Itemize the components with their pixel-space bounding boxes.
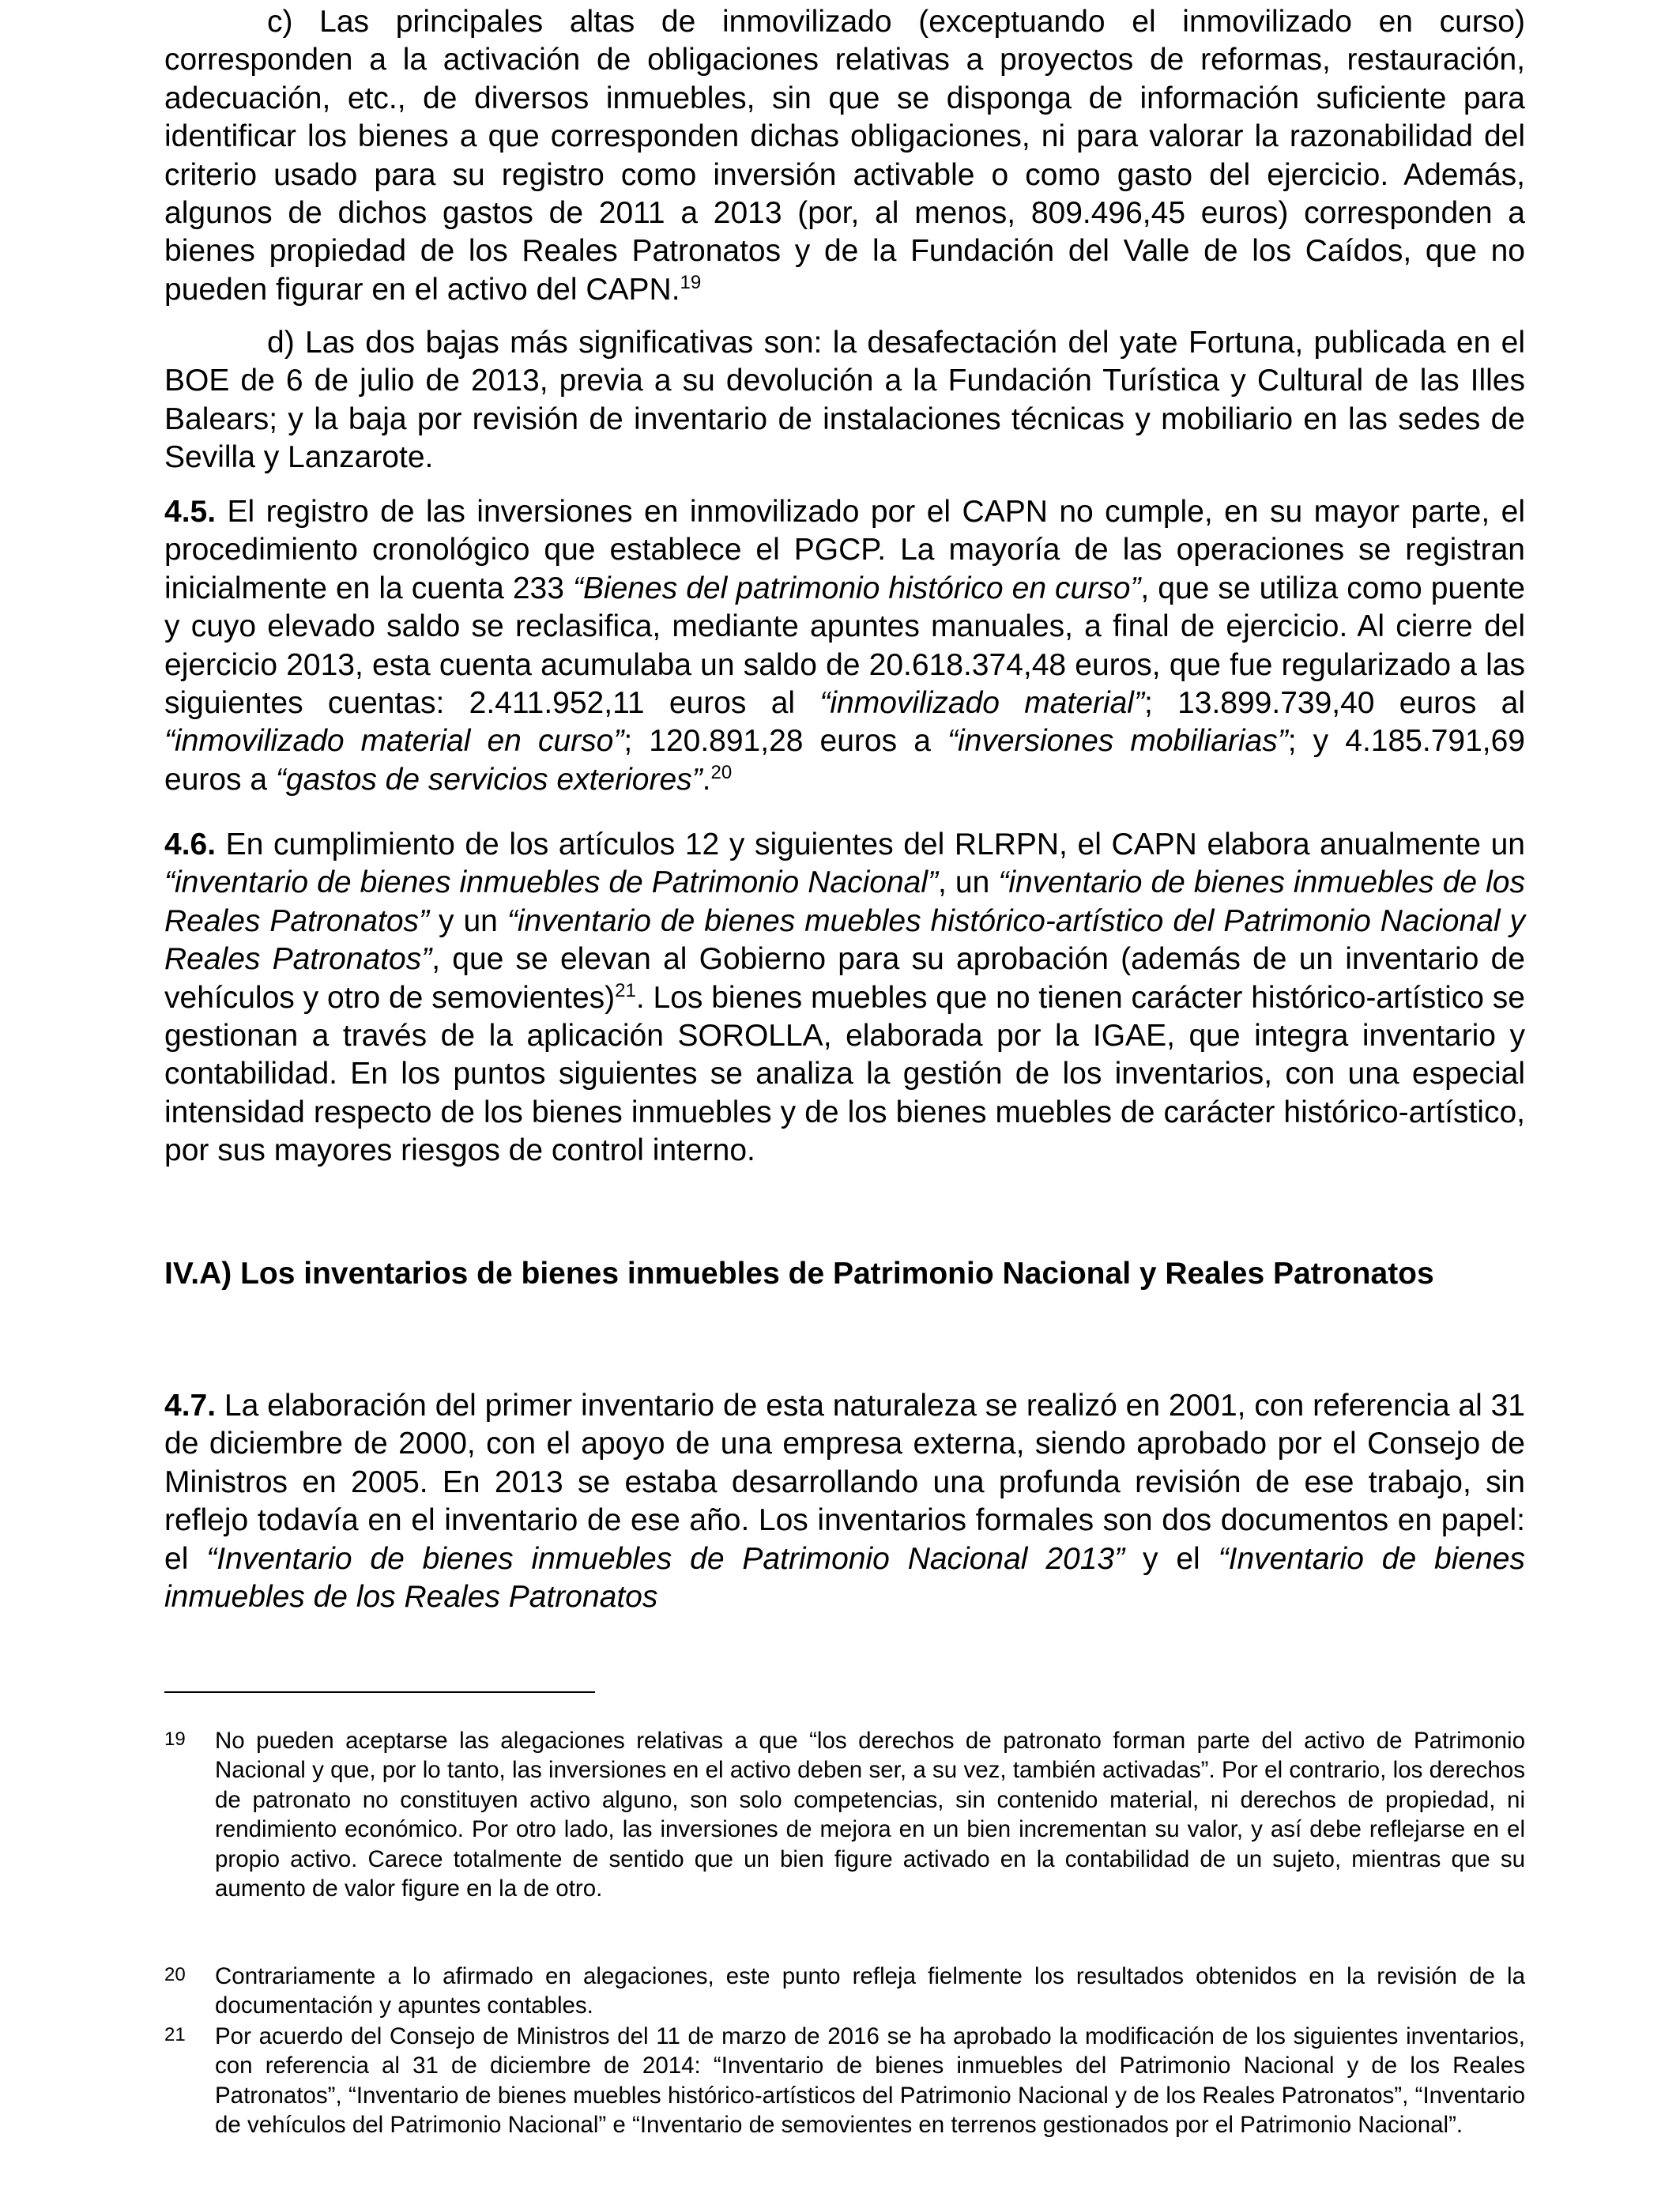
paragraph-text: El registro de las inversiones en inmovilizado por el CAPN no cumple, en su mayor parte, el procedimiento cronológico que establece el PGCP. La mayoría de las operaciones se registran inicialmente en la cuenta 233 — [164, 495, 1525, 605]
paragraph-text: En cumplimiento de los artículos 12 y siguientes del RLRPN, el CAPN elabora anualmente un — [216, 827, 1525, 861]
paragraph-text: , que se utiliza como puente y cuyo elevado saldo se reclasifica, mediante apuntes manuales, a final de ejercicio. Al cierre del ejercicio 2013, esta cuenta acumulaba un saldo de 20.618.374,48 euros, que fue regularizado a las siguientes cuentas: 2.411.952,11 euros al — [164, 571, 1525, 721]
footnote-ref-19[interactable]: 19 — [680, 271, 702, 293]
quoted-term: “inversiones mobiliarias” — [947, 724, 1288, 759]
paragraph-4-6 — [164, 826, 1525, 1171]
footnote-mark: 20 — [164, 1964, 186, 1985]
quoted-term: “Inventario de bienes inmuebles de los Reales Patronatos — [164, 1541, 1525, 1615]
paragraph-4-7 — [164, 1387, 1525, 1616]
quoted-term: “inventario de bienes inmuebles de Patrimonio Nacional” — [164, 865, 939, 900]
section-heading: IV.A) Los inventarios de bienes inmuebles de Patrimonio Nacional y Reales Patronatos — [164, 1257, 1434, 1291]
footnote-text: No pueden aceptarse las alegaciones relativas a que “los derechos de patronato forman parte del activo de Patrimonio Nacional y que, por lo tanto, las inversiones en el activo deben ser, a su vez, también activadas”. Por el contrario, los derechos de patronato no constituyen activo alguno, son solo competencias, sin contenido material, ni derechos de propiedad, ni rendimiento económico. Por otro lado, las inversiones de mejora en un bien incrementan su valor, y así debe reflejarse en el propio activo. Carece totalmente de sentido que un bien figure activado en la contabilidad de un sujeto, mientras que su aumento de valor figure en la de otro. — [215, 1728, 1525, 1902]
quoted-term: “Inventario de bienes inmuebles de Patrimonio Nacional 2013” — [206, 1541, 1125, 1576]
paragraph-text: La elaboración del primer inventario de esta naturaleza se realizó en 2001, con referencia al 31 de diciembre de 2000, con el apoyo de una empresa externa, siendo aprobado por el Consejo de Ministros en 2005. En 2013 se estaba desarrollando una profunda revisión de ese trabajo, sin reflejo todavía en el inventario de ese año. Los inventarios formales son dos documentos en papel: el — [164, 1389, 1525, 1576]
quoted-term: “inmovilizado material” — [819, 686, 1144, 721]
paragraph-text: , un — [938, 865, 999, 900]
paragraph-text: ; 120.891,28 euros a — [623, 724, 947, 759]
footnote-text: Contrariamente a lo afirmado en alegaciones, este punto refleja fielmente los resultados obtenidos en la revisión de la documentación y apuntes contables. — [215, 1963, 1525, 2019]
paragraph-d-text: d) Las dos bajas más significativas son: la desafectación del yate Fortuna, publicada en el BOE de 6 de julio de 2013, previa a su devolución a la Fundación Turística y Cultural de las Illes Balears; y la baja por revisión de inventario de instalaciones técnicas y mobiliario en las sedes de Sevilla y Lanzarote. — [164, 326, 1525, 475]
quoted-term: “inventario de bienes muebles histórico-artístico del Patrimonio Nacional y Reales Patronatos” — [164, 903, 1525, 977]
paragraph-number: 4.5. — [164, 495, 217, 529]
paragraph-d — [164, 324, 1525, 477]
paragraph-4-5 — [164, 493, 1525, 799]
paragraph-c-text: c) Las principales altas de inmovilizado (exceptuando el inmovilizado en curso) corresponden a la activación de obligaciones relativas a proyectos de reformas, restauración, adecuación, etc., de diversos inmuebles, sin que se disponga de información suficiente para identificar los bienes a que corresponden dichas obligaciones, ni para valorar la razonabilidad del criterio usado para su registro como inversión activable o como gasto del ejercicio. Además, algunos de dichos gastos de 2011 a 2013 (por, al menos, 809.496,45 euros) corresponden a bienes propiedad de los Reales Patronatos y de la Fundación del Valle de los Caídos, que no pueden figurar en el activo del CAPN. — [164, 5, 1525, 307]
paragraph-text: ; y 4.185.791,69 euros a — [164, 724, 1525, 797]
quoted-term: “inmovilizado material en curso” — [164, 724, 624, 759]
paragraph-text: , que se elevan al Gobierno para su aprobación (además de un inventario de vehículos y otro de semovientes) — [164, 942, 1525, 1015]
quoted-term: “gastos de servicios exteriores” — [275, 762, 703, 797]
footnote-ref-20[interactable]: 20 — [710, 761, 733, 783]
paragraph-text: . — [702, 762, 711, 797]
paragraph-text: . Los bienes muebles que no tienen carácter histórico-artístico se gestionan a través de la aplicación SOROLLA, elaborada por la IGAE, que integra inventario y contabilidad. En los puntos siguientes se analiza la gestión de los inventarios, con una especial intensidad respecto de los bienes inmuebles y de los bienes muebles de carácter histórico-artístico, por sus mayores riesgos de control interno. — [164, 980, 1525, 1168]
footnote-separator — [164, 1691, 595, 1693]
footnote-19 — [164, 1726, 1525, 1903]
footnote-21 — [164, 2022, 1525, 2140]
paragraph-number: 4.6. — [164, 827, 217, 861]
footnote-ref-21[interactable]: 21 — [615, 979, 636, 1001]
paragraph-text: ; 13.899.739,40 euros al — [1143, 686, 1525, 721]
paragraph-text: y un — [429, 903, 507, 938]
quoted-term: “inventario de bienes inmuebles de los Reales Patronatos” — [164, 865, 1525, 938]
paragraph-number: 4.7. — [164, 1389, 217, 1423]
paragraph-text: y el — [1124, 1541, 1219, 1576]
footnote-text: Por acuerdo del Consejo de Ministros del 11 de marzo de 2016 se ha aprobado la modificación de los siguientes inventarios, con referencia al 31 de diciembre de 2014: “Inventario de bienes inmuebles del Patrimonio Nacional y de los Reales Patronatos”, “Inventario de bienes muebles histórico-artísticos del Patrimonio Nacional y de los Reales Patronatos”, “Inventario de vehículos del Patrimonio Nacional” e “Inventario de semovientes en terrenos gestionados por el Patrimonio Nacional”. — [215, 2023, 1525, 2139]
footnote-mark: 21 — [164, 2024, 186, 2045]
footnote-mark: 19 — [164, 1728, 186, 1750]
quoted-term: “Bienes del patrimonio histórico en curso” — [572, 571, 1141, 605]
paragraph-c — [164, 3, 1525, 309]
footnote-20 — [164, 1962, 1525, 2021]
